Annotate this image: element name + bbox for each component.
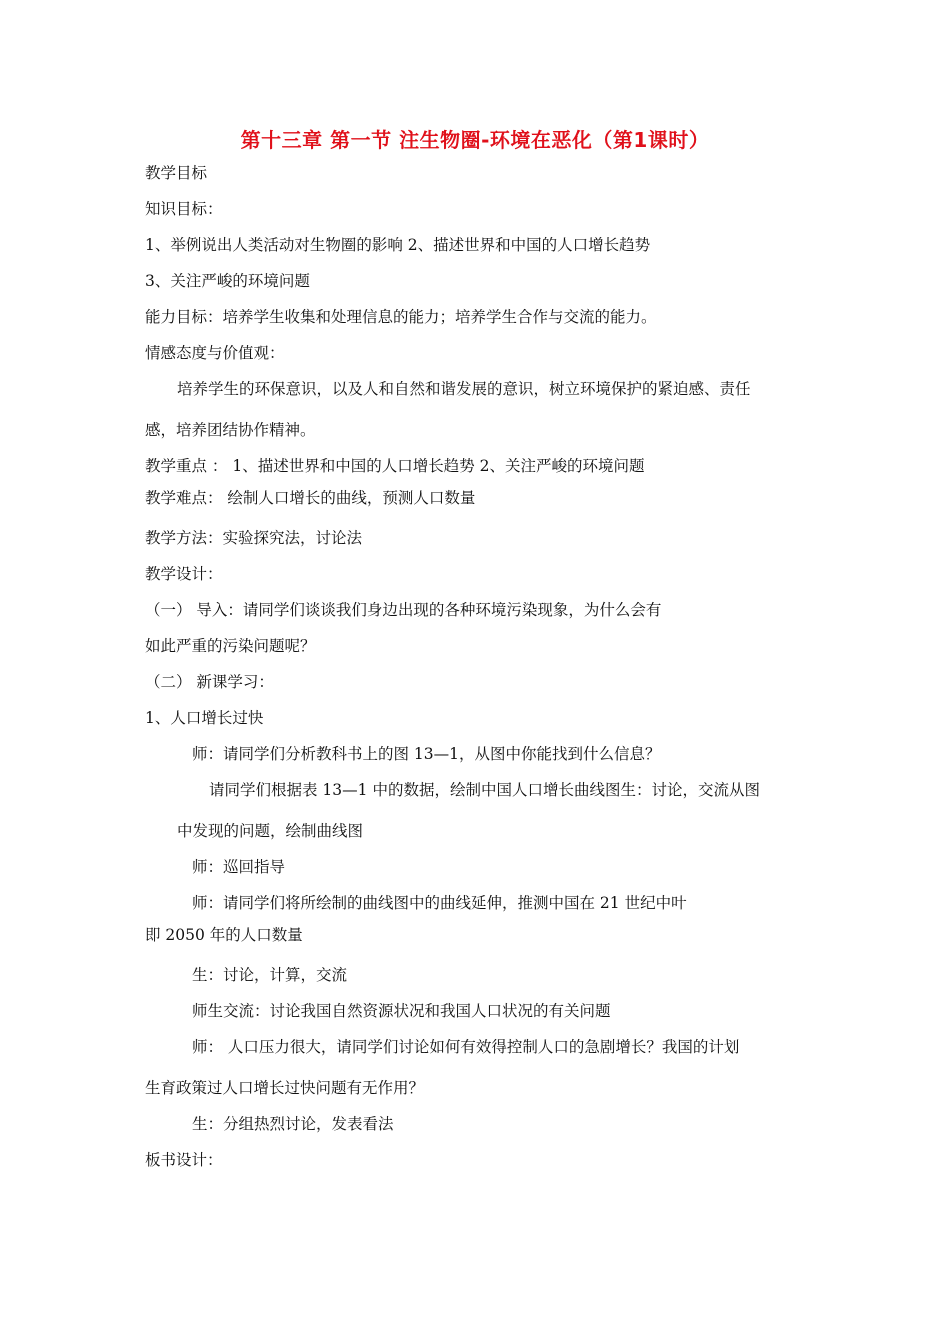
text-line: 教学方法：实验探究法，讨论法 <box>145 529 363 547</box>
text-line: 1、人口增长过快 <box>145 709 264 727</box>
text-line: 能力目标：培养学生收集和处理信息的能力；培养学生合作与交流的能力。 <box>145 308 657 326</box>
document-title: 第十三章 第一节 注生物圈-环境在恶化（第1课时） <box>240 128 710 152</box>
text-line: 板书设计： <box>145 1151 223 1169</box>
text-line: 教学难点： 绘制人口增长的曲线，预测人口数量 <box>145 489 476 507</box>
text-line: 师：请同学们分析教科书上的图 13—1，从图中你能找到什么信息？ <box>192 745 661 763</box>
text-line: 培养学生的环保意识，以及人和自然和谐发展的意识，树立环境保护的紧迫感、责任 <box>177 380 751 398</box>
text-line: 教学重点 ： 1、描述世界和中国的人口增长趋势 2、关注严峻的环境问题 <box>145 457 645 475</box>
text-line: 即 2050 年的人口数量 <box>145 926 303 944</box>
text-line: 生：讨论，计算，交流 <box>192 966 348 984</box>
text-line: 中发现的问题，绘制曲线图 <box>177 822 364 840</box>
text-line: 知识目标： <box>145 200 223 218</box>
text-line: 感，培养团结协作精神。 <box>145 421 316 439</box>
text-line: 1、举例说出人类活动对生物圈的影响 2、描述世界和中国的人口增长趋势 <box>145 236 651 254</box>
text-line: 师：请同学们将所绘制的曲线图中的曲线延伸，推测中国在 21 世纪中叶 <box>192 894 687 912</box>
text-line: 师：巡回指导 <box>192 858 286 876</box>
text-line: 如此严重的污染问题呢？ <box>145 637 316 655</box>
text-line: 情感态度与价值观： <box>145 344 285 362</box>
text-line: 生：分组热烈讨论，发表看法 <box>192 1115 394 1133</box>
text-line: 请同学们根据表 13—1 中的数据，绘制中国人口增长曲线图生：讨论，交流从图 <box>209 781 760 799</box>
text-line: 生育政策过人口增长过快问题有无作用？ <box>145 1079 425 1097</box>
text-line: 教学设计： <box>145 565 223 583</box>
text-line: 师生交流：讨论我国自然资源状况和我国人口状况的有关问题 <box>192 1002 611 1020</box>
text-line: 教学目标 <box>145 164 208 182</box>
text-line: 3、关注严峻的环境问题 <box>145 272 310 290</box>
text-line: 师： 人口压力很大，请同学们讨论如何有效得控制人口的急剧增长？我国的计划 <box>192 1038 740 1056</box>
text-line: （二） 新课学习： <box>145 673 274 691</box>
text-line: （一） 导入：请同学们谈谈我们身边出现的各种环境污染现象，为什么会有 <box>145 601 662 619</box>
